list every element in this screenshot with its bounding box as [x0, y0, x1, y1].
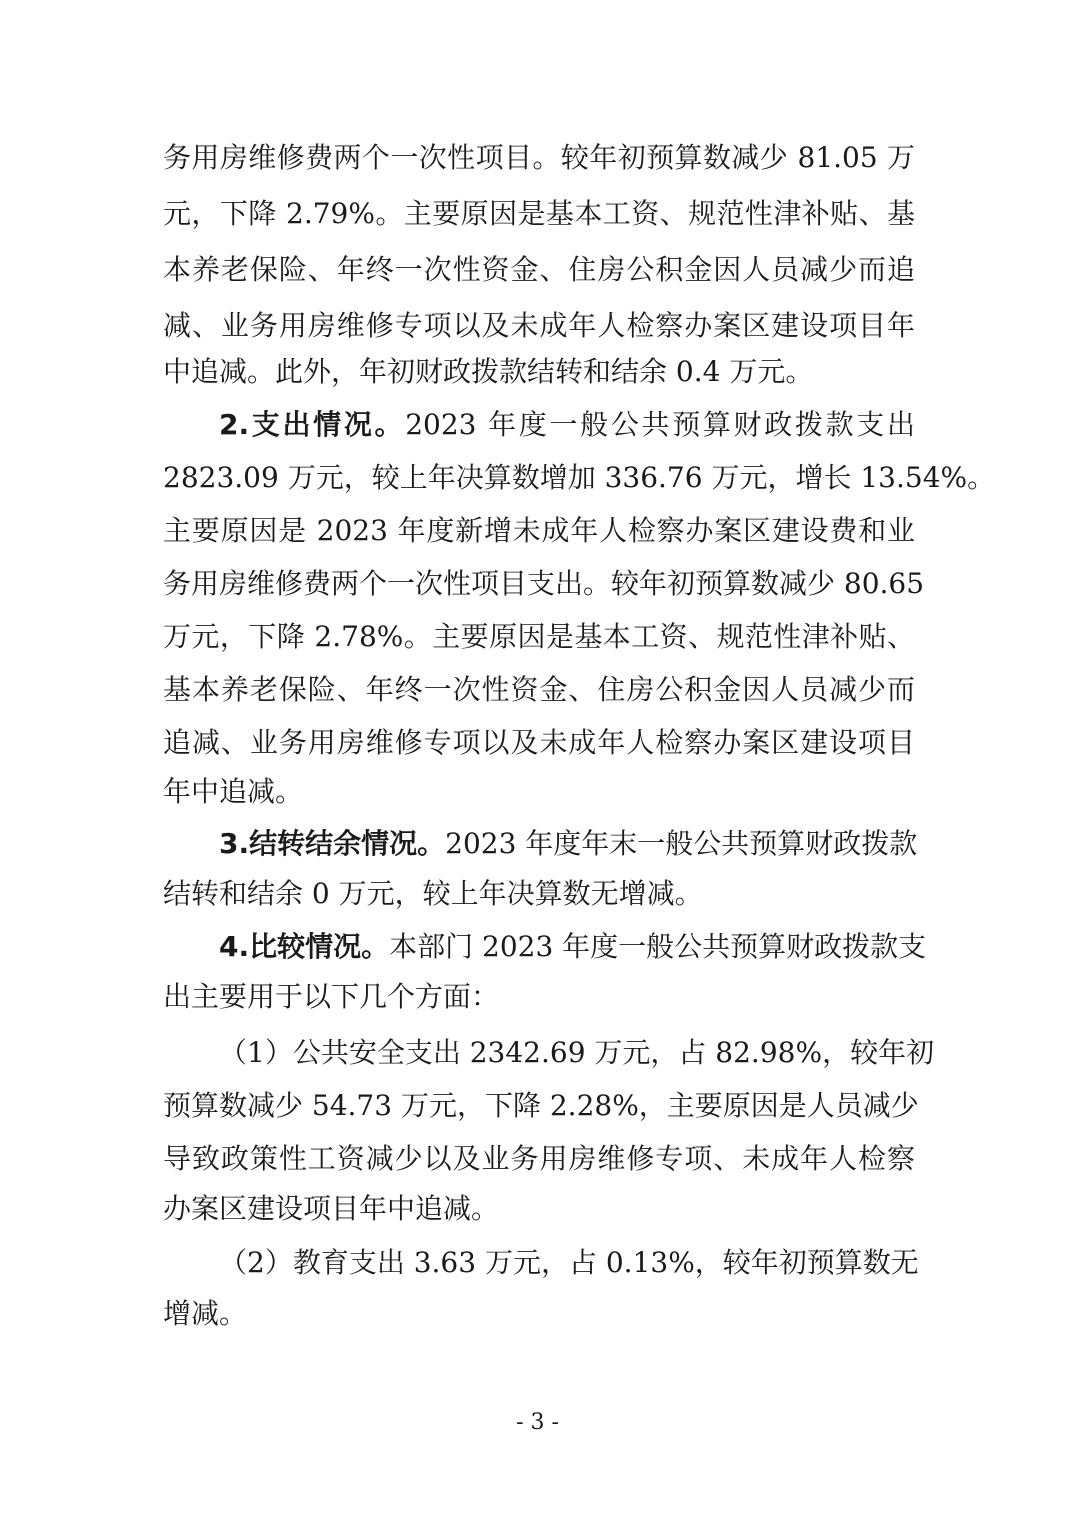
section-first-line: [219, 818, 918, 870]
text-line: 基本养老保险、年终一次性资金、住房公积金因人员减少而: [163, 673, 915, 706]
text-line: 出主要用于以下几个方面：: [163, 980, 500, 1013]
section-heading: 3.结转结余情况。: [219, 827, 446, 860]
text-line: 中追减。此外，年初财政拨款结转和结余 0.4 万元。: [163, 355, 814, 388]
text-line: 追减、业务用房维修专项以及未成年人检察办案区建设项目: [163, 726, 915, 759]
text-line: 预算数减少 54.73 万元，下降 2.28%，主要原因是人员减少: [163, 1089, 919, 1122]
section-text: 2023 年度年末一般公共预算财政拨款: [445, 827, 918, 860]
list-item-first-line: （2）教育支出 3.63 万元，占 0.13%，较年初预算数无: [219, 1246, 919, 1279]
text-line: 主要原因是 2023 年度新增未成年人检察办案区建设费和业: [163, 514, 915, 547]
section-first-line: [219, 399, 915, 451]
section-first-line: [219, 921, 927, 973]
text-line: 务用房维修费两个一次性项目。较年初预算数减少 81.05 万: [163, 141, 915, 174]
section-heading: 2.支出情况。: [219, 408, 406, 441]
text-line: 结转和结余 0 万元，较上年决算数无增减。: [163, 877, 703, 910]
text-line: 万元，下降 2.78%。主要原因是基本工资、规范性津补贴、: [163, 620, 915, 653]
text-line: 务用房维修费两个一次性项目支出。较年初预算数减少 80.65: [163, 567, 925, 600]
section-text: 2023 年度一般公共预算财政拨款支出: [405, 408, 915, 441]
section-text: 本部门 2023 年度一般公共预算财政拨款支: [389, 930, 927, 963]
section-heading: 4.比较情况。: [219, 930, 390, 963]
text-line: 年中追减。: [163, 775, 304, 808]
text-line: 导致政策性工资减少以及业务用房维修专项、未成年人检察: [163, 1142, 915, 1175]
text-line: 增减。: [163, 1297, 248, 1330]
text-line: 办案区建设项目年中追减。: [163, 1192, 500, 1225]
text-line: 元，下降 2.79%。主要原因是基本工资、规范性津补贴、基: [163, 197, 915, 230]
page-number: - 3 -: [516, 1410, 559, 1435]
text-line: 本养老保险、年终一次性资金、住房公积金因人员减少而追: [163, 253, 915, 286]
list-item-first-line: （1）公共安全支出 2342.69 万元，占 82.98%，较年初: [219, 1036, 935, 1069]
text-line: 2823.09 万元，较上年决算数增加 336.76 万元，增长 13.54%。: [163, 461, 996, 494]
text-line: 减、业务用房维修专项以及未成年人检察办案区建设项目年: [163, 309, 915, 342]
